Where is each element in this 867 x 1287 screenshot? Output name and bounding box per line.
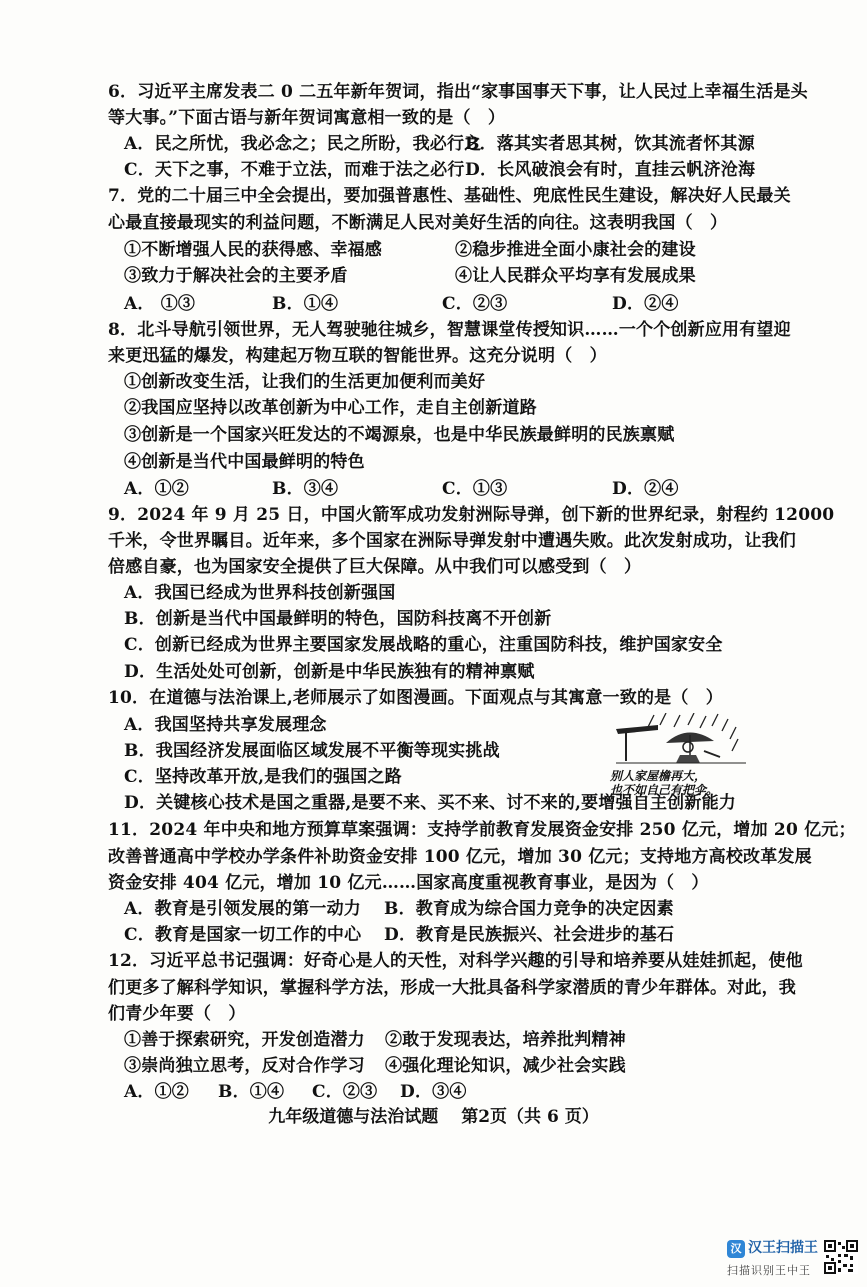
q7-choice-b: B．①④ xyxy=(272,294,339,314)
q12-choice-d: D．③④ xyxy=(400,1082,467,1102)
q12-choice-b: B．①④ xyxy=(218,1082,285,1102)
q7-choice-a: A． ①③ xyxy=(124,294,196,314)
q12-statement-3: ③崇尚独立思考，反对合作学习 xyxy=(124,1056,365,1076)
q8-stem-line-1: 8．北斗导航引领世界，无人驾驶驰往城乡，智慧课堂传授知识……一个个创新应用有望迎 xyxy=(108,320,791,340)
scanner-brand-name: 汉王扫描王 xyxy=(748,1240,818,1256)
q8-stem-line-2: 来更迅猛的爆发，构建起万物互联的智能世界。这充分说明（ ） xyxy=(108,346,607,366)
q9-stem-line-3: 倍感自豪，也为国家安全提供了巨大保障。从中我们可以感受到（ ） xyxy=(108,557,642,577)
q7-stem-line-2: 心最直接最现实的利益问题，不断满足人民对美好生活的向往。这表明我国（ ） xyxy=(108,213,728,233)
q7-statement-3: ③致力于解决社会的主要矛盾 xyxy=(124,266,348,286)
q11-stem-line-1: 11．2024 年中央和地方预算草案强调：支持学前教育发展资金安排 250 亿元，增加 20 亿元； xyxy=(108,820,856,840)
q8-choice-c: C．①③ xyxy=(442,479,508,499)
q7-stem-line-1: 7．党的二十届三中全会提出，要加强普惠性、基础性、兜底性民生建设，解决好人民最关 xyxy=(108,186,791,206)
q12-statement-1: ①善于探索研究，开发创造潜力 xyxy=(124,1030,365,1050)
q8-choice-d: D．②④ xyxy=(612,479,679,499)
q11-stem-line-3: 资金安排 404 亿元，增加 10 亿元……国家高度重视教育事业，是因为（ ） xyxy=(108,873,709,893)
scanner-watermark xyxy=(727,1238,827,1282)
q11-option-d: D．教育是民族振兴、社会进步的基石 xyxy=(384,925,675,945)
q11-option-a: A．教育是引领发展的第一动力 xyxy=(124,899,361,919)
q8-statement-2: ②我国应坚持以改革创新为中心工作，走自主创新道路 xyxy=(124,398,537,418)
page-footer: 九年级道德与法治试题 第2页（共 6 页） xyxy=(268,1107,599,1127)
q7-statement-4: ④让人民群众平均享有发展成果 xyxy=(455,266,696,286)
q7-statement-2: ②稳步推进全面小康社会的建设 xyxy=(455,240,696,260)
q11-stem-line-2: 改善普通高中学校办学条件补助资金安排 100 亿元，增加 30 亿元；支持地方高校改革发展 xyxy=(108,847,812,867)
q12-choice-a: A．①② xyxy=(124,1082,189,1102)
q8-choice-a: A．①② xyxy=(124,479,189,499)
cartoon-caption-line-1: 别人家屋檐再大， xyxy=(610,769,707,783)
q6-stem-line-2: 等大事。”下面古语与新年贺词寓意相一致的是（ ） xyxy=(108,108,506,128)
q9-option-c: C．创新已经成为世界主要国家发展战略的重心，注重国防科技，维护国家安全 xyxy=(124,635,723,655)
q7-statement-1: ①不断增强人民的获得感、幸福感 xyxy=(124,240,382,260)
q10-cartoon xyxy=(596,713,764,797)
q7-choice-d: D．②④ xyxy=(612,294,679,314)
q12-choice-c: C．②③ xyxy=(312,1082,378,1102)
q6-option-a: A．民之所忧，我必念之；民之所盼，我必行之 xyxy=(124,134,482,154)
scanner-brand-tagline: 扫描识别王中王 xyxy=(727,1264,811,1277)
q10-option-a: A．我国坚持共享发展理念 xyxy=(124,715,327,735)
scanner-logo-icon: 汉 xyxy=(727,1240,745,1258)
q12-statement-4: ④强化理论知识，减少社会实践 xyxy=(385,1056,626,1076)
q11-option-b: B．教育成为综合国力竞争的决定因素 xyxy=(384,899,674,919)
q8-statement-1: ①创新改变生活，让我们的生活更加便利而美好 xyxy=(124,372,486,392)
q6-option-b: B．落其实者思其树，饮其流者怀其源 xyxy=(465,134,755,154)
q9-option-a: A．我国已经成为世界科技创新强国 xyxy=(124,583,396,603)
q9-stem-line-1: 9．2024 年 9 月 25 日，中国火箭军成功发射洲际导弹，创下新的世界纪录，射程约 12000 xyxy=(108,505,835,525)
rain-umbrella-cartoon-icon xyxy=(596,713,764,771)
q10-option-d: D．关键核心技术是国之重器,是要不来、买不来、讨不来的,要增强自主创新能力 xyxy=(124,793,736,813)
q8-choice-b: B．③④ xyxy=(272,479,339,499)
q11-option-c: C．教育是国家一切工作的中心 xyxy=(124,925,362,945)
q10-option-b: B．我国经济发展面临区域发展不平衡等现实挑战 xyxy=(124,741,500,761)
cartoon-caption-line-2: 也不如自己有把伞。 xyxy=(610,783,719,797)
q6-stem-line-1: 6．习近平主席发表二 0 二五年新年贺词，指出“家事国事天下事，让人民过上幸福生活是头 xyxy=(108,82,808,102)
q10-stem: 10．在道德与法治课上,老师展示了如图漫画。下面观点与其寓意一致的是（ ） xyxy=(108,688,723,708)
q12-stem-line-1: 12．习近平总书记强调：好奇心是人的天性，对科学兴趣的引导和培养要从娃娃抓起，使他 xyxy=(108,951,803,971)
q12-statement-2: ②敢于发现表达，培养批判精神 xyxy=(385,1030,626,1050)
q8-statement-3: ③创新是一个国家兴旺发达的不竭源泉，也是中华民族最鲜明的民族禀赋 xyxy=(124,425,675,445)
q10-option-c: C．坚持改革开放,是我们的强国之路 xyxy=(124,767,402,787)
q9-option-b: B．创新是当代中国最鲜明的特色，国防科技离不开创新 xyxy=(124,609,552,629)
qr-code-icon xyxy=(824,1240,858,1274)
q7-choice-c: C．②③ xyxy=(442,294,508,314)
q6-option-d: D．长风破浪会有时，直挂云帆济沧海 xyxy=(465,160,756,180)
q9-stem-line-2: 千米，令世界瞩目。近年来，多个国家在洲际导弹发射中遭遇失败。此次发射成功，让我们 xyxy=(108,531,796,551)
q12-stem-line-3: 们青少年要（ ） xyxy=(108,1004,246,1024)
q6-option-c: C．天下之事，不难于立法，而难于法之必行 xyxy=(124,160,465,180)
q12-stem-line-2: 们更多了解科学知识，掌握科学方法，形成一大批具备科学家潜质的青少年群体。对此，我 xyxy=(108,978,796,998)
q9-option-d: D．生活处处可创新，创新是中华民族独有的精神禀赋 xyxy=(124,662,535,682)
q8-statement-4: ④创新是当代中国最鲜明的特色 xyxy=(124,452,365,472)
